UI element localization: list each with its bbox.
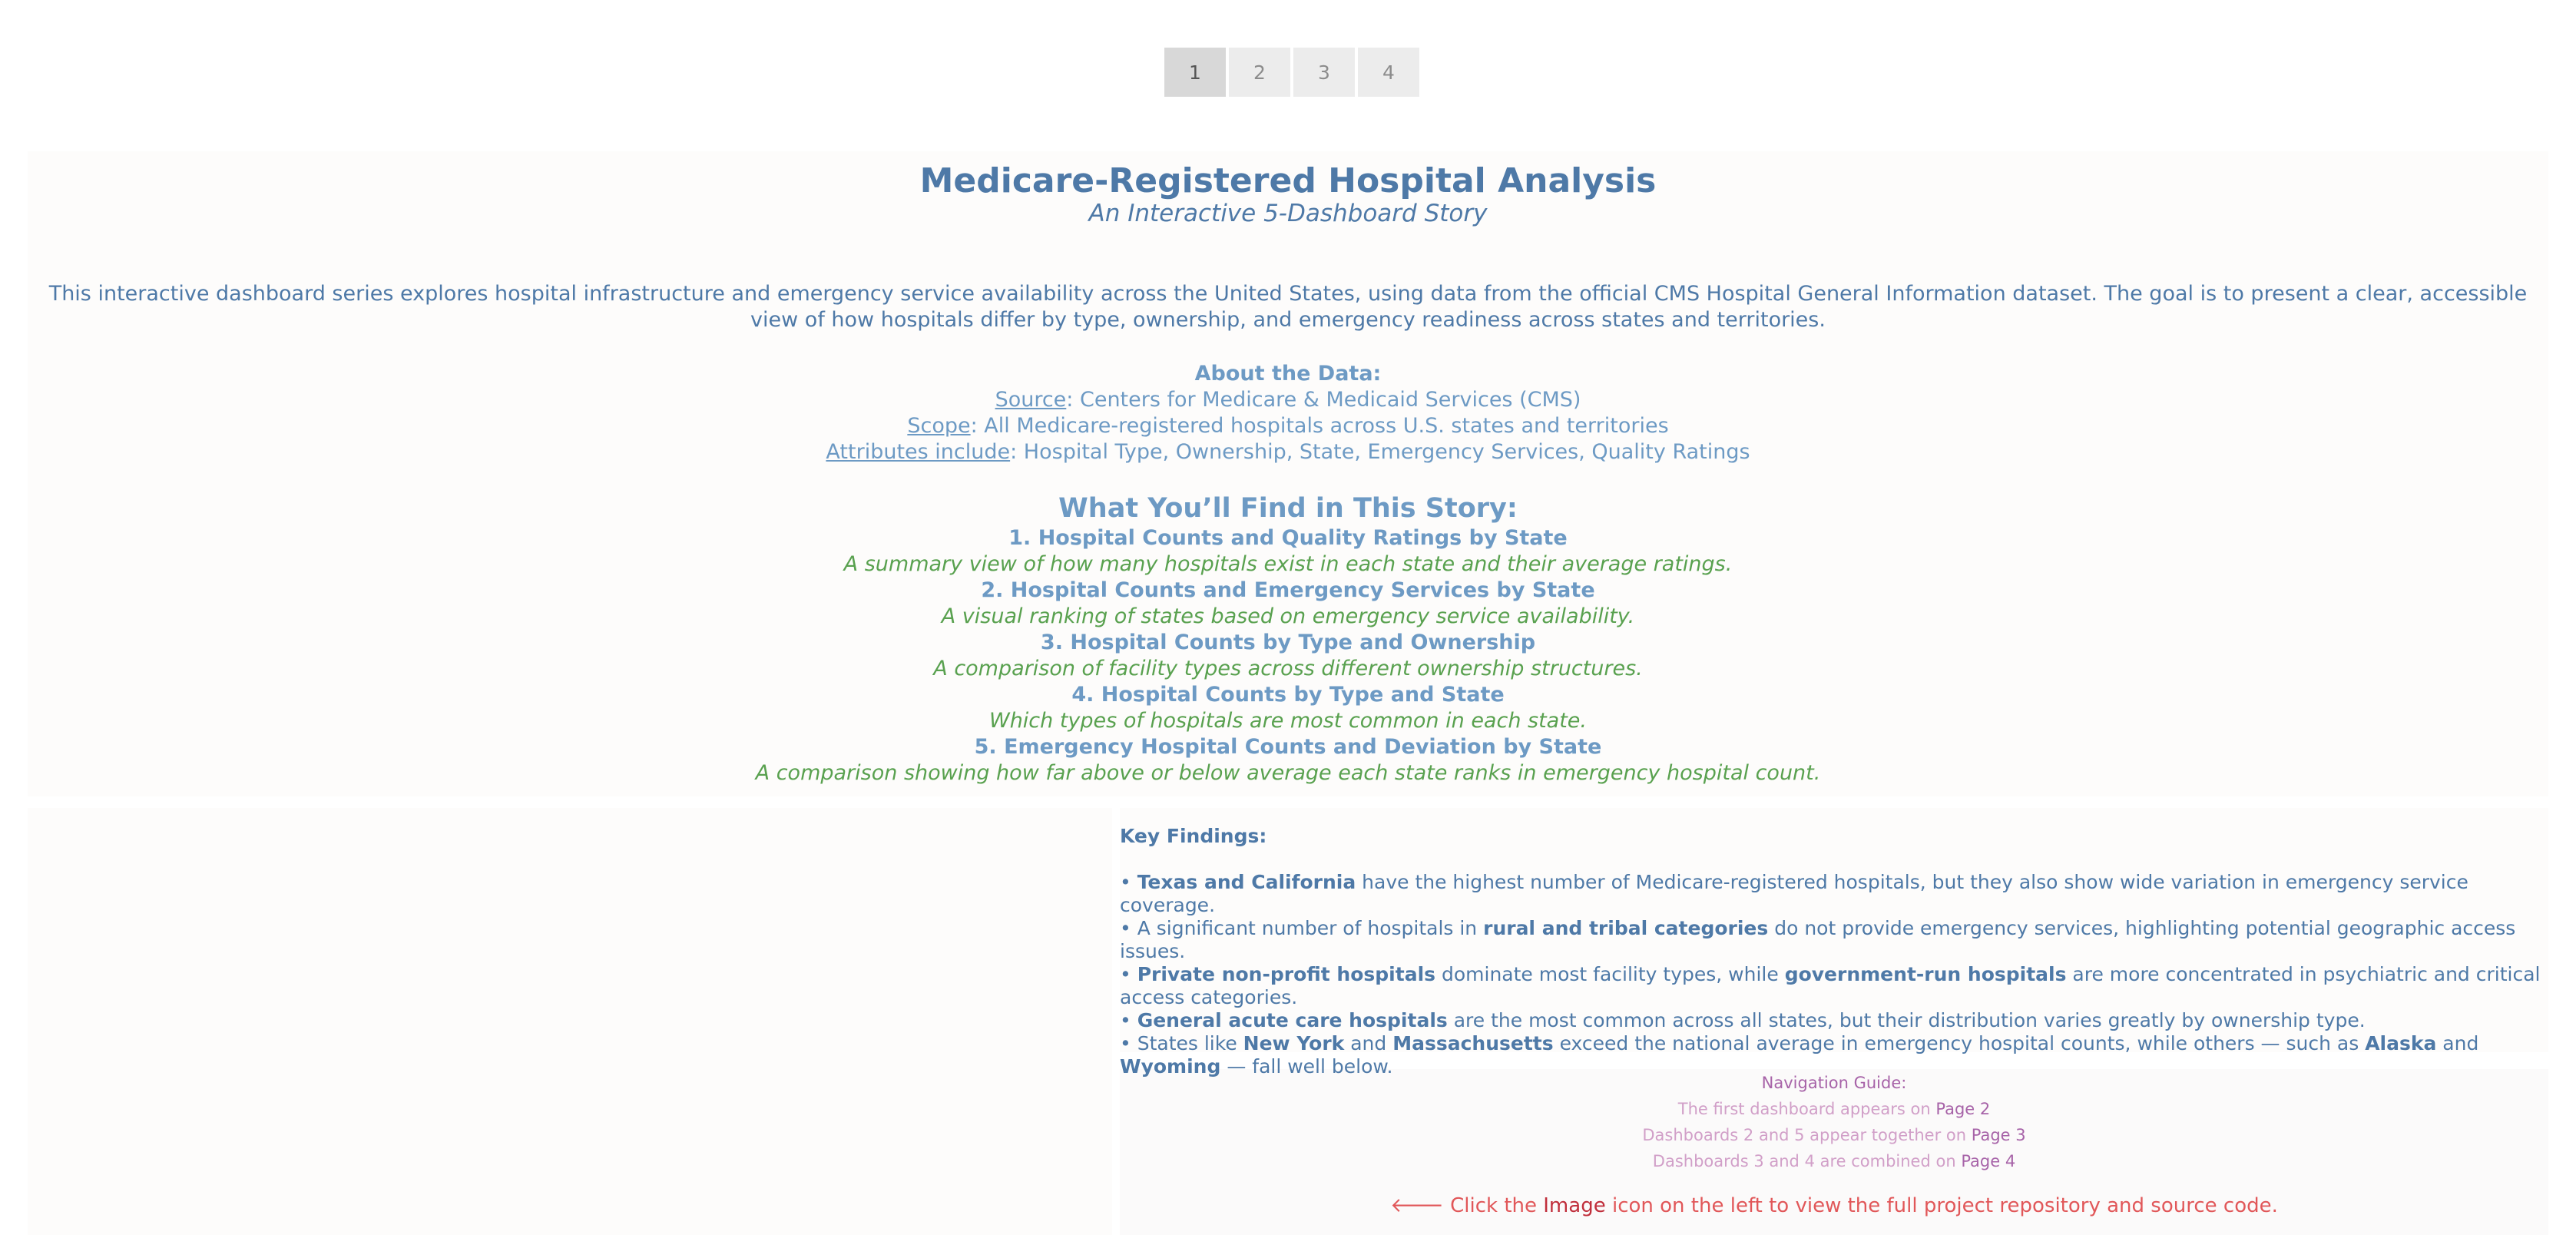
about-data-section <box>28 361 2548 465</box>
finding-item <box>1120 917 2542 963</box>
page-tab-3[interactable]: 3 <box>1293 48 1355 97</box>
finding-text: States like <box>1131 1032 1243 1054</box>
story-item-desc: A visual ranking of states based on emergency service availability. <box>941 604 1635 628</box>
finding-text: have the highest number of Medicare-registered hospitals, but they also show wide variation in emergency service coverage. <box>1120 871 2468 916</box>
finding-item <box>1120 871 2542 917</box>
hint-text: Click the <box>1443 1194 1544 1217</box>
bullet: • <box>1120 917 1131 939</box>
story-item-title: 5. Emergency Hospital Counts and Deviation by State <box>974 735 1602 759</box>
nav-text: Dashboards 2 and 5 appear together on <box>1642 1126 1972 1144</box>
finding-emphasis: government-run hospitals <box>1784 963 2067 985</box>
finding-text: do not provide emergency services, highlighting potential geographic access issues. <box>1120 917 2516 962</box>
about-data-heading: About the Data: <box>1194 362 1382 386</box>
navigation-guide-heading: Navigation Guide: <box>1761 1074 1907 1092</box>
finding-emphasis: Alaska <box>2365 1032 2437 1054</box>
story-item-desc: A comparison showing how far above or below average each state ranks in emergency hospital count. <box>755 761 1821 785</box>
page-tab-2[interactable]: 2 <box>1229 48 1290 97</box>
nav-line <box>1120 1122 2548 1148</box>
finding-emphasis: Texas and California <box>1137 871 1356 893</box>
about-attributes-row <box>28 439 2548 465</box>
finding-emphasis: Massachusetts <box>1392 1032 1554 1054</box>
finding-emphasis: rural and tribal categories <box>1483 917 1769 939</box>
story-contents <box>28 492 2548 786</box>
arrow-left-icon: 🡐 <box>1390 1194 1444 1217</box>
nav-text: Dashboards 3 and 4 are combined on <box>1652 1152 1962 1170</box>
story-item-title: 4. Hospital Counts by Type and State <box>1071 683 1505 707</box>
scope-text: : All Medicare-registered hospitals across U.S. states and territories <box>970 414 1669 438</box>
nav-text: The first dashboard appears on <box>1677 1100 1936 1118</box>
about-scope-row <box>28 413 2548 439</box>
finding-emphasis: New York <box>1243 1032 1345 1054</box>
finding-text: and <box>2436 1032 2479 1054</box>
repository-hint <box>1120 1193 2548 1219</box>
source-label: Source <box>995 388 1067 412</box>
bullet: • <box>1120 1009 1131 1031</box>
story-heading: What You’ll Find in This Story: <box>1058 493 1518 524</box>
source-text: : Centers for Medicare & Medicaid Services (CMS) <box>1066 388 1581 412</box>
page-subtitle: An Interactive 5-Dashboard Story <box>1088 200 1488 227</box>
story-item-desc: A summary view of how many hospitals exist in each state and their average ratings. <box>843 552 1733 576</box>
finding-item <box>1120 963 2542 1009</box>
story-item-desc: Which types of hospitals are most common in each state. <box>989 709 1587 733</box>
story-item-title: 3. Hospital Counts by Type and Ownership <box>1040 631 1536 654</box>
finding-item <box>1120 1009 2542 1032</box>
nav-page-ref: Page 3 <box>1971 1126 2026 1144</box>
attributes-text: : Hospital Type, Ownership, State, Emergency Services, Quality Ratings <box>1010 440 1750 464</box>
attributes-label: Attributes include <box>826 440 1011 464</box>
bullet: • <box>1120 871 1131 893</box>
key-findings-heading: Key Findings: <box>1120 825 1267 847</box>
page-tabs <box>1164 48 1419 97</box>
scope-label: Scope <box>907 414 971 438</box>
finding-emphasis: Private non-profit hospitals <box>1137 963 1436 985</box>
story-item-title: 2. Hospital Counts and Emergency Services by State <box>981 578 1595 602</box>
nav-page-ref: Page 4 <box>1961 1152 2016 1170</box>
finding-text: A significant number of hospitals in <box>1131 917 1484 939</box>
nav-line <box>1120 1096 2548 1122</box>
bullet: • <box>1120 1032 1131 1054</box>
intro-text: This interactive dashboard series explores hospital infrastructure and emergency service availability across the United States, using data from the official CMS Hospital General Information dataset. The goal is to present a clear, accessible view of how hospitals differ by type, ownership, and emergency readiness across states and territories. <box>48 282 2528 332</box>
image-keyword: Image <box>1543 1194 1606 1217</box>
finding-text: exceed the national average in emergency hospital counts, while others — such as <box>1553 1032 2366 1054</box>
finding-text: — fall well below. <box>1220 1055 1393 1078</box>
finding-text: are the most common across all states, but their distribution varies greatly by ownership type. <box>1447 1009 2366 1031</box>
hint-text: icon on the left to view the full project repository and source code. <box>1605 1194 2278 1217</box>
page-title: Medicare-Registered Hospital Analysis <box>919 161 1657 200</box>
page-tab-1[interactable]: 1 <box>1164 48 1226 97</box>
finding-emphasis: Wyoming <box>1120 1055 1221 1078</box>
story-item-title: 1. Hospital Counts and Quality Ratings by State <box>1008 526 1568 550</box>
nav-page-ref: Page 2 <box>1935 1100 1991 1118</box>
bullet: • <box>1120 963 1131 985</box>
finding-text: are more concentrated in psychiatric and critical access categories. <box>1120 963 2541 1008</box>
story-item-desc: A comparison of facility types across different ownership structures. <box>933 657 1643 680</box>
finding-text: dominate most facility types, while <box>1435 963 1785 985</box>
navigation-guide <box>1120 1070 2548 1219</box>
finding-text: and <box>1344 1032 1393 1054</box>
image-panel[interactable] <box>28 808 1112 1235</box>
page-tab-4[interactable]: 4 <box>1358 48 1419 97</box>
about-source-row <box>28 387 2548 413</box>
key-findings <box>1120 825 2542 1078</box>
finding-emphasis: General acute care hospitals <box>1137 1009 1448 1031</box>
nav-line <box>1120 1148 2548 1174</box>
